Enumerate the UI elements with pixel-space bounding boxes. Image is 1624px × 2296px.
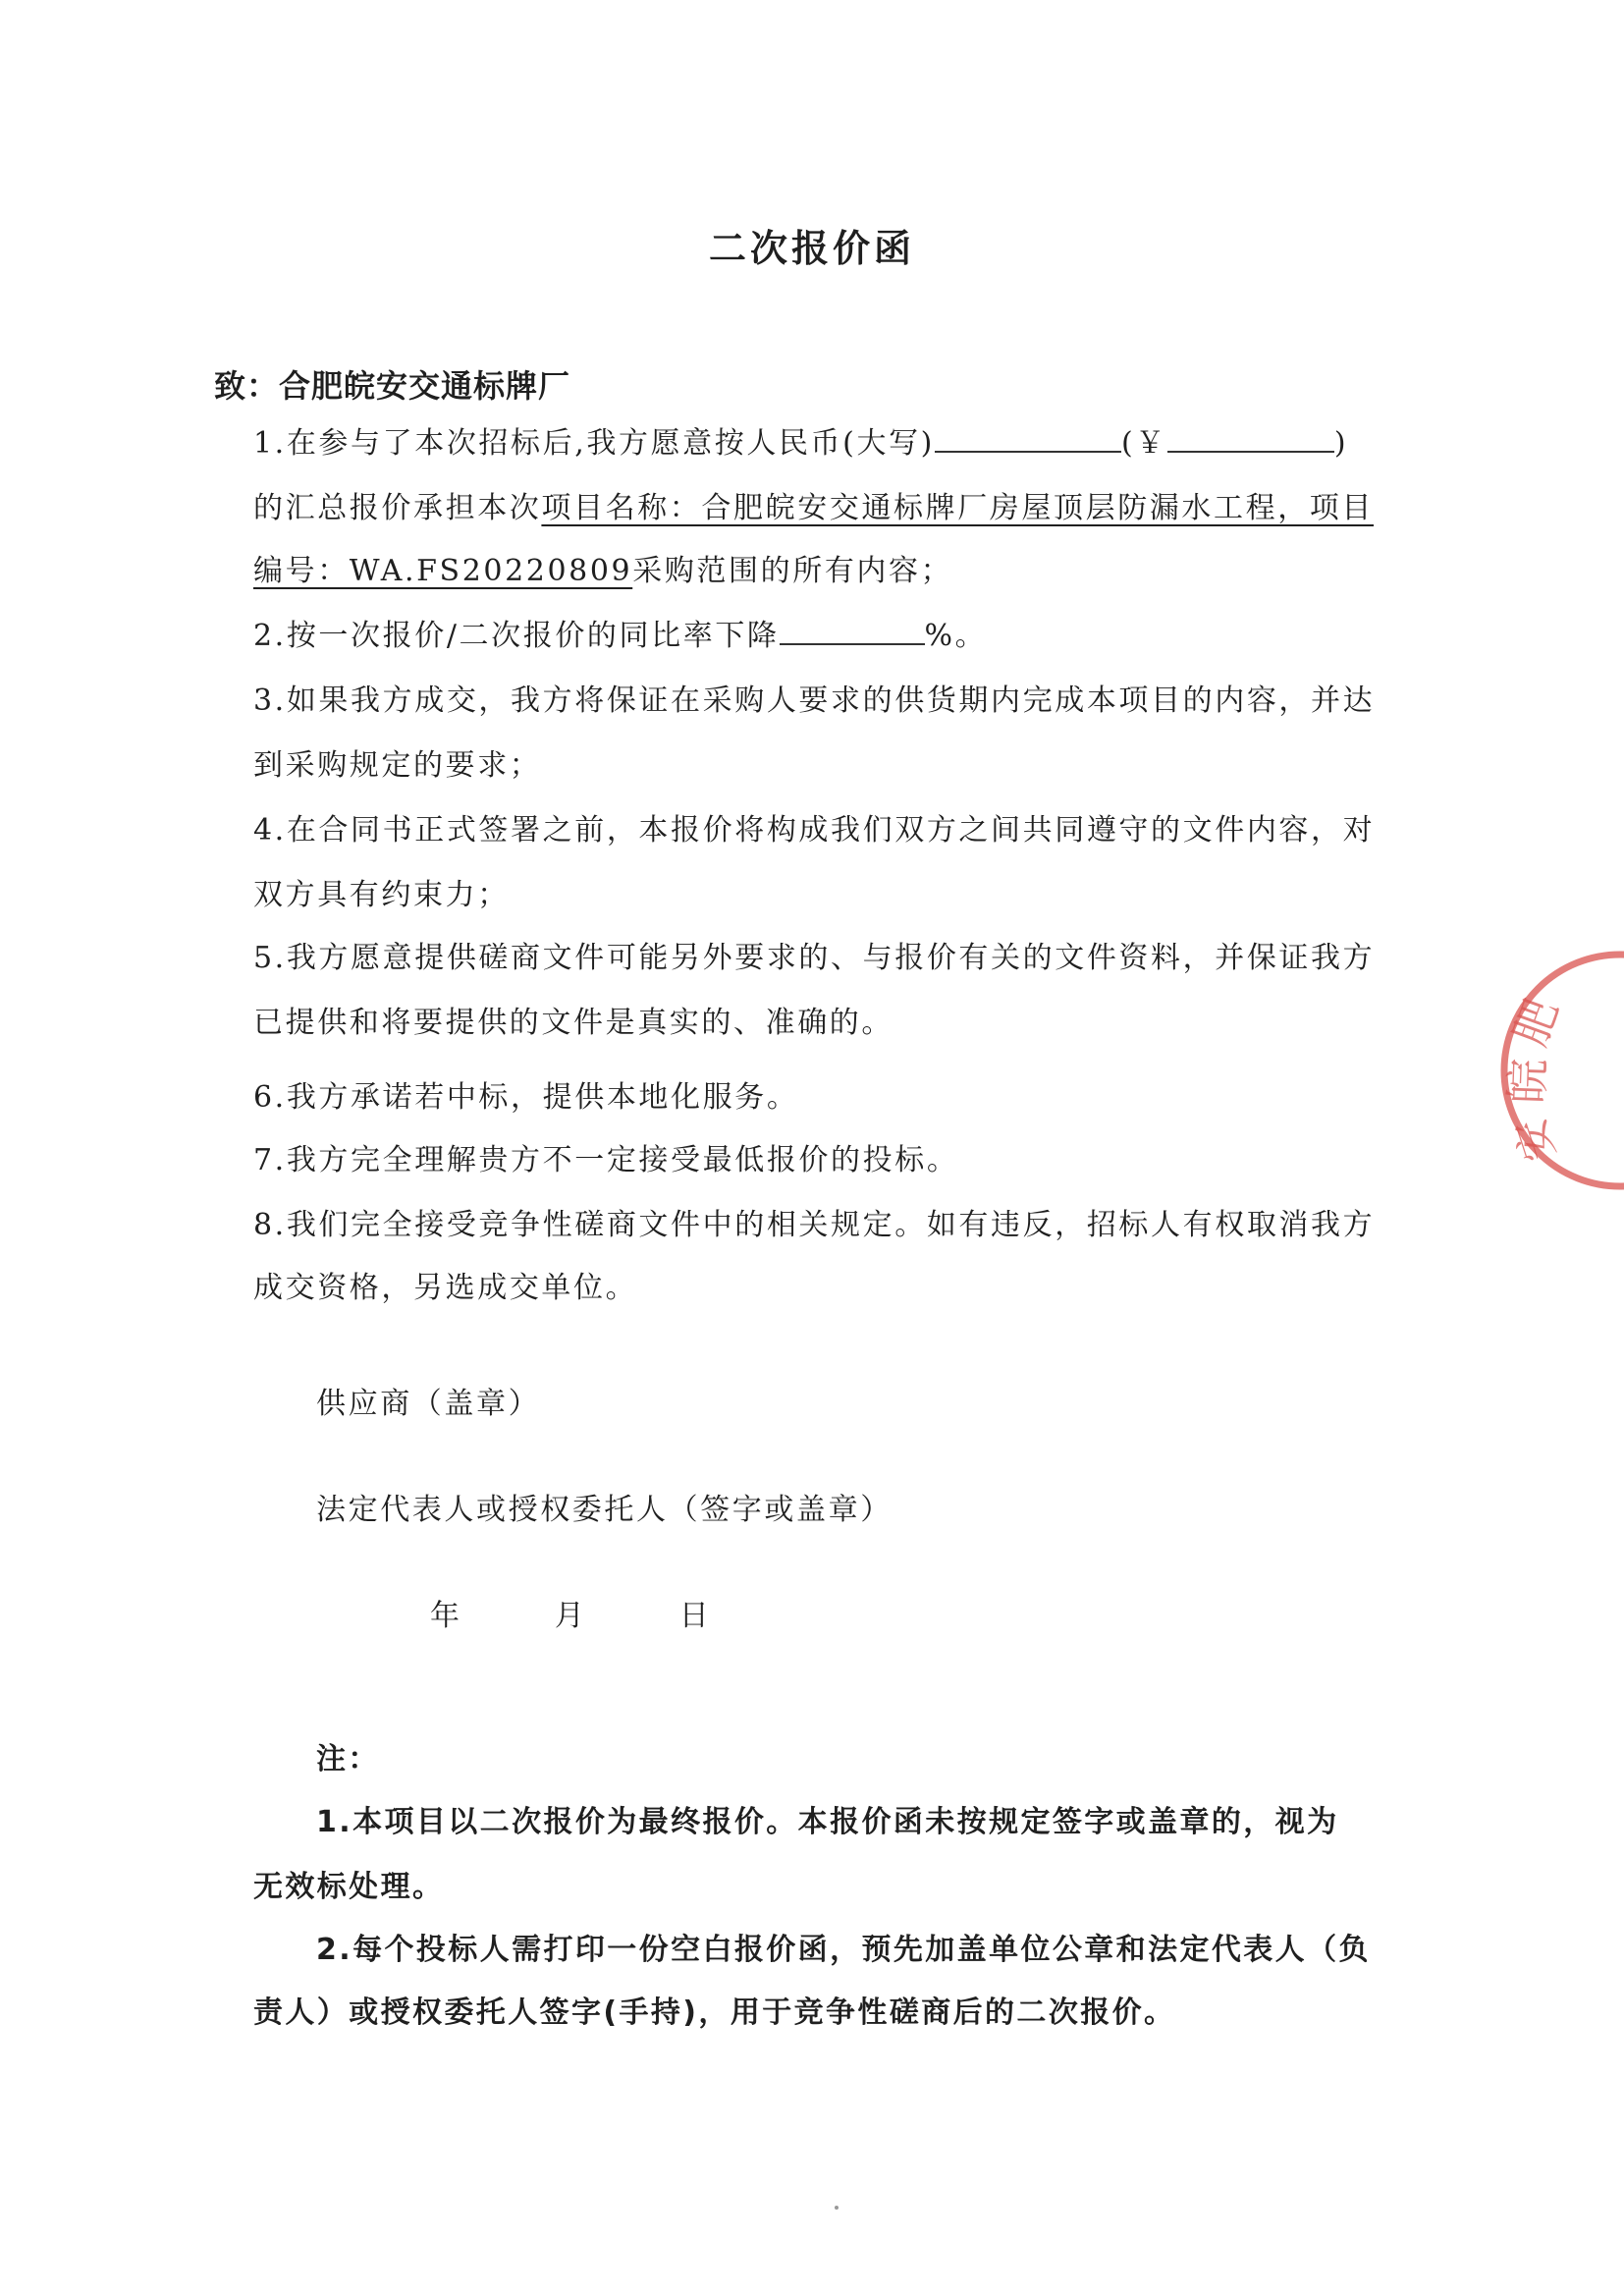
item-3-line-1: 3.如果我方成交，我方将保证在采购人要求的供货期内完成本项目的内容，并达 [253, 683, 1376, 718]
company-seal-stamp [1473, 923, 1624, 1218]
seal-char-2: 皖 [1500, 1058, 1555, 1105]
page-title: 二次报价函 [708, 227, 915, 270]
item-1-line-3 [253, 546, 952, 589]
item-1-line-1 [253, 418, 1348, 462]
item-7: 7.我方完全理解贵方不一定接受最低报价的投标。 [253, 1143, 959, 1177]
item-1-line-2 [253, 483, 1374, 526]
item-4-line-1: 4.在合同书正式签署之前，本报价将构成我们双方之间共同遵守的文件内容，对 [253, 813, 1376, 847]
note-2-line-1: 2.每个投标人需打印一份空白报价函，预先加盖单位公章和法定代表人（负 [316, 1933, 1371, 1967]
item-2 [253, 611, 987, 654]
month-label: 月 [554, 1599, 587, 1633]
notes-heading: 注： [316, 1742, 380, 1777]
item-5-line-1: 5.我方愿意提供磋商文件可能另外要求的、与报价有关的文件资料，并保证我方 [253, 941, 1376, 975]
day-label: 日 [678, 1599, 712, 1633]
decrease-rate-blank[interactable] [780, 614, 925, 645]
supplier-seal-label: 供应商（盖章） [316, 1387, 541, 1421]
item-1-suffix: 采购范围的所有内容； [632, 554, 953, 588]
item-5-line-2: 已提供和将要提供的文件是真实的、准确的。 [253, 1006, 893, 1040]
project-name: 项目名称：合肥皖安交通标牌厂房屋顶层防漏水工程，项目 [541, 491, 1375, 525]
item-1-yuan-open: (￥ [1120, 426, 1167, 461]
representative-signature-label: 法定代表人或授权委托人（签字或盖章） [316, 1493, 893, 1527]
item-6: 6.我方承诺若中标，提供本地化服务。 [253, 1080, 799, 1115]
amount-figures-blank[interactable] [1167, 421, 1334, 453]
note-1-line-2: 无效标处理。 [253, 1870, 445, 1904]
item-1-text: 的汇总报价承担本次 [253, 491, 542, 525]
item-8-line-2: 成交资格，另选成交单位。 [253, 1271, 638, 1305]
seal-char-3: 安 [1505, 1113, 1564, 1168]
year-label: 年 [430, 1599, 462, 1633]
item-1-close: ) [1333, 426, 1349, 461]
note-1-line-1: 1.本项目以二次报价为最终报价。本报价函未按规定签字或盖章的，视为 [316, 1805, 1339, 1839]
recipient-line: 致：合肥皖安交通标牌厂 [214, 367, 571, 405]
date-line [430, 1591, 711, 1634]
item-1-prefix: 1.在参与了本次招标后,我方愿意按人民币(大写) [253, 426, 935, 461]
item-3-line-2: 到采购规定的要求； [253, 748, 542, 783]
item-4-line-2: 双方具有约束力； [253, 878, 510, 912]
project-number: 编号：WA.FS20220809 [253, 554, 633, 588]
note-2-line-2: 责人）或授权委托人签字(手持)，用于竞争性磋商后的二次报价。 [253, 1995, 1176, 2030]
item-2-prefix: 2.按一次报价/二次报价的同比率下降 [253, 619, 780, 653]
item-8-line-1: 8.我们完全接受竞争性磋商文件中的相关规定。如有违反，招标人有权取消我方 [253, 1208, 1376, 1242]
amount-words-blank[interactable] [935, 421, 1121, 453]
scan-speck [835, 2206, 839, 2210]
seal-char-1: 肥 [1503, 992, 1569, 1053]
item-2-suffix: %。 [924, 619, 988, 653]
